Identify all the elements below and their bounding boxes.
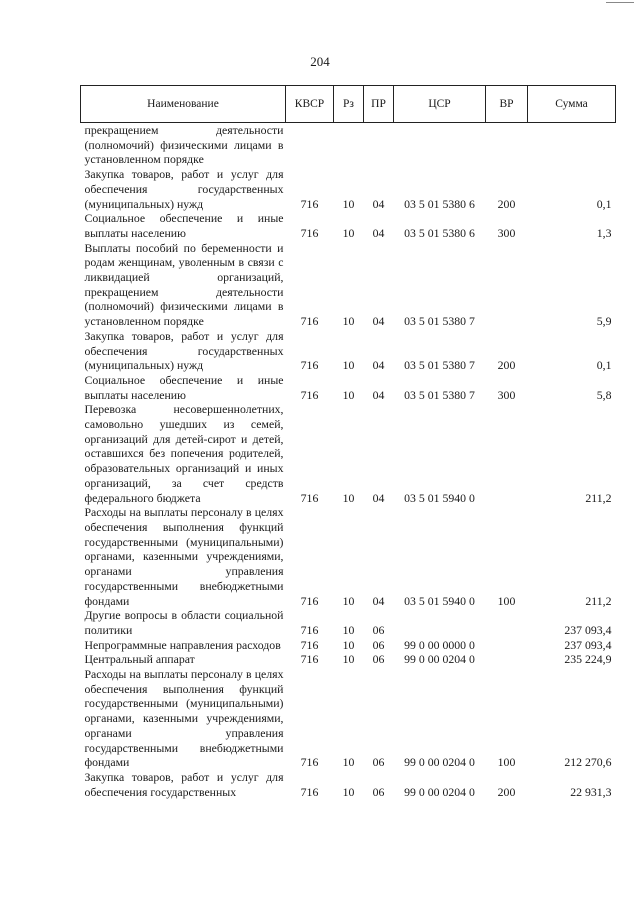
cell-csr	[394, 123, 486, 168]
cell-csr: 03 5 01 5940 0	[404, 490, 475, 505]
cell-rz: 10	[342, 358, 355, 373]
table-row	[81, 667, 616, 770]
cell-name: Закупка товаров, работ и услуг для обеспечения государственных (муниципальных) нужд	[84, 328, 284, 373]
cell-vr: 100	[497, 755, 516, 770]
cell-csr: 03 5 01 5380 6	[404, 196, 475, 211]
cell-name: Расходы на выплаты персоналу в целях обеспечения выполнения функций государственными (муниципальными) органами, казенными учреждениями, органами управления государственными внебюджетными фондами	[84, 667, 284, 770]
cell-vr	[486, 638, 528, 653]
cell-rz: 10	[342, 652, 355, 667]
cell-kvsr: 716	[300, 637, 319, 652]
cell-kvsr: 716	[300, 225, 319, 240]
cell-vr	[486, 241, 528, 329]
cell-csr: 99 0 00 0204 0	[404, 652, 475, 667]
cell-sum	[528, 123, 616, 168]
cell-csr: 99 0 00 0204 0	[404, 784, 475, 799]
table-row	[81, 652, 616, 667]
table-row	[81, 329, 616, 373]
header-kvsr: КВСР	[286, 86, 334, 123]
cell-pr: 06	[372, 652, 385, 667]
table-row	[81, 123, 616, 168]
cell-name: Другие вопросы в области социальной политики	[84, 608, 284, 637]
cell-csr	[394, 608, 486, 637]
cell-name: прекращением деятельности (полномочий) физическими лицами в установленном порядке	[84, 123, 284, 167]
table-row	[81, 505, 616, 608]
cell-kvsr: 716	[300, 358, 319, 373]
cell-rz: 10	[342, 196, 355, 211]
header-name: Наименование	[81, 86, 286, 123]
cell-pr: 04	[372, 490, 385, 505]
cell-sum: 237 093,4	[564, 637, 612, 652]
cell-name: Выплаты пособий по беременности и родам женщинам, уволенным в связи с ликвидацией организаций, прекращением деятельности (полномочий) физическими лицами в установленном порядке	[84, 240, 284, 329]
cell-pr: 04	[372, 196, 385, 211]
table-header-row	[81, 86, 616, 123]
cell-rz: 10	[342, 314, 355, 329]
cell-pr: 04	[372, 387, 385, 402]
cell-vr	[486, 608, 528, 637]
cell-kvsr: 716	[300, 593, 319, 608]
table-row	[81, 373, 616, 402]
scan-mark	[606, 2, 634, 3]
cell-kvsr: 716	[300, 387, 319, 402]
cell-vr	[486, 123, 528, 168]
cell-sum: 0,1	[596, 358, 612, 373]
cell-sum: 0,1	[596, 196, 612, 211]
cell-pr: 04	[372, 358, 385, 373]
cell-rz: 10	[342, 387, 355, 402]
cell-rz: 10	[342, 490, 355, 505]
cell-kvsr	[286, 123, 334, 168]
cell-kvsr: 716	[300, 755, 319, 770]
budget-table	[80, 85, 616, 799]
cell-kvsr: 716	[300, 196, 319, 211]
cell-name: Центральный аппарат	[84, 652, 195, 667]
cell-pr: 04	[372, 225, 385, 240]
cell-rz: 10	[342, 593, 355, 608]
cell-sum: 237 093,4	[564, 622, 612, 637]
cell-name: Социальное обеспечение и иные выплаты населению	[84, 372, 284, 402]
cell-pr: 06	[372, 755, 385, 770]
cell-rz: 10	[342, 622, 355, 637]
cell-vr	[486, 402, 528, 505]
header-sum: Сумма	[528, 86, 616, 123]
page-number: 204	[310, 54, 330, 69]
cell-kvsr: 716	[300, 652, 319, 667]
cell-name: Непрограммные направления расходов	[84, 637, 281, 652]
cell-sum: 211,2	[585, 490, 612, 505]
cell-csr: 99 0 00 0000 0	[404, 637, 475, 652]
cell-name: Закупка товаров, работ и услуг для обеспечения государственных (муниципальных) нужд	[84, 167, 284, 211]
cell-rz: 10	[342, 784, 355, 799]
cell-rz: 10	[342, 637, 355, 652]
cell-kvsr: 716	[300, 314, 319, 329]
cell-sum: 22 931,3	[570, 784, 612, 799]
cell-vr: 300	[497, 387, 516, 402]
cell-name: Социальное обеспечение и иные выплаты населению	[84, 211, 284, 240]
table-body	[81, 123, 616, 800]
cell-kvsr: 716	[300, 622, 319, 637]
cell-csr: 03 5 01 5380 7	[404, 358, 475, 373]
cell-sum: 1,3	[596, 225, 612, 240]
cell-kvsr: 716	[300, 784, 319, 799]
cell-csr: 03 5 01 5380 6	[404, 225, 475, 240]
cell-rz: 10	[342, 755, 355, 770]
cell-csr: 99 0 00 0204 0	[404, 755, 475, 770]
cell-kvsr: 716	[300, 490, 319, 505]
header-rz: Рз	[334, 86, 364, 123]
cell-rz: 10	[342, 225, 355, 240]
cell-vr: 300	[497, 225, 516, 240]
header-pr: ПР	[364, 86, 394, 123]
cell-pr: 06	[372, 622, 385, 637]
cell-csr: 03 5 01 5940 0	[404, 593, 475, 608]
cell-pr: 04	[372, 314, 385, 329]
cell-name: Закупка товаров, работ и услуг для обеспечения государственных	[84, 769, 284, 799]
cell-sum: 5,9	[596, 314, 612, 329]
table-row	[81, 241, 616, 329]
cell-pr: 06	[372, 784, 385, 799]
cell-vr: 100	[497, 593, 516, 608]
cell-sum: 235 224,9	[564, 652, 612, 667]
cell-vr: 200	[497, 784, 516, 799]
table-row	[81, 608, 616, 637]
cell-csr: 03 5 01 5380 7	[404, 387, 475, 402]
cell-sum: 5,8	[596, 387, 612, 402]
table-row	[81, 402, 616, 505]
cell-vr	[486, 652, 528, 667]
header-vr: ВР	[486, 86, 528, 123]
table-row	[81, 211, 616, 240]
cell-rz	[334, 123, 364, 168]
cell-pr: 06	[372, 637, 385, 652]
cell-pr: 04	[372, 593, 385, 608]
cell-pr	[364, 123, 394, 168]
table-row	[81, 770, 616, 799]
cell-sum: 212 270,6	[564, 755, 612, 770]
table-row	[81, 167, 616, 211]
cell-vr: 200	[497, 358, 516, 373]
cell-sum: 211,2	[585, 593, 612, 608]
cell-name: Перевозка несовершеннолетних, самовольно ушедших из семей, организаций для детей-сирот и детей, оставшихся без попечения родителей, образовательных организаций и иных организаций, за счет средств федерального бюджета	[84, 402, 284, 505]
header-csr: ЦСР	[394, 86, 486, 123]
cell-vr: 200	[497, 196, 516, 211]
table-row	[81, 638, 616, 653]
cell-name: Расходы на выплаты персоналу в целях обеспечения выполнения функций государственными (муниципальными) органами, казенными учреждениями, органами управления государственными внебюджетными фондами	[84, 505, 284, 608]
cell-csr: 03 5 01 5380 7	[404, 314, 475, 329]
